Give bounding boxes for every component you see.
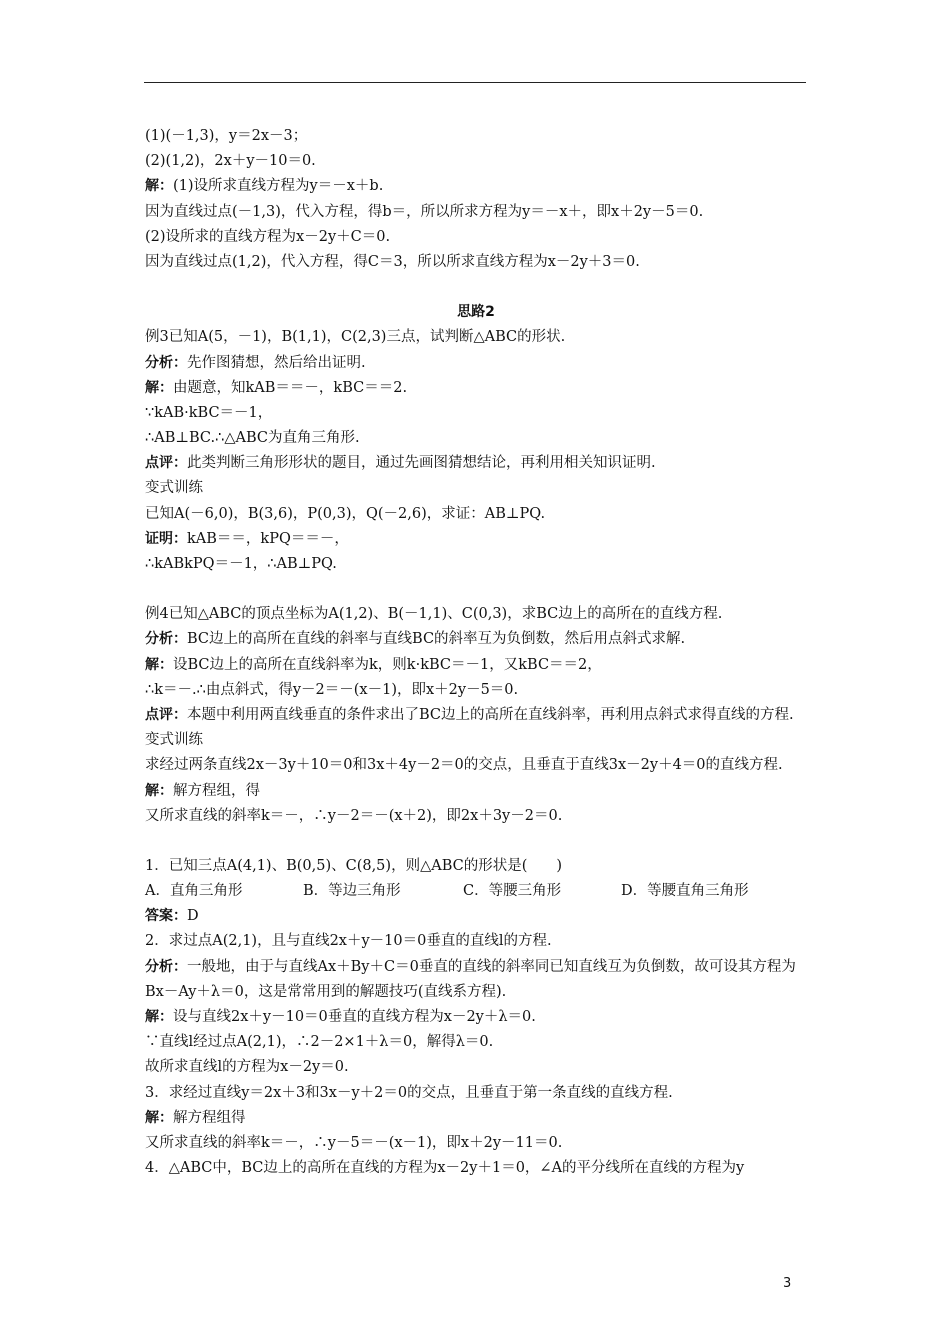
solution-line bbox=[145, 653, 807, 678]
solution-text: 由题意，知kAB＝＝－，kBC＝＝2. bbox=[173, 379, 408, 396]
comment-label: 点评： bbox=[145, 706, 187, 723]
text-line: ∴k＝－.∴由点斜式，得y－2＝－(x－1)，即x＋2y－5＝0. bbox=[145, 681, 519, 698]
solution-text: (1)设所求直线方程为y＝－x＋b. bbox=[173, 178, 384, 195]
solution-text: 解方程组得 bbox=[173, 1109, 246, 1126]
header-rule bbox=[144, 82, 806, 83]
text-line: ∴AB⊥BC.∴△ABC为直角三角形. bbox=[145, 430, 360, 447]
answer-text: D bbox=[187, 908, 199, 925]
text-line: (2)(1,2)，2x＋y－10＝0. bbox=[145, 153, 316, 170]
text-line: 故所求直线l的方程为x－2y＝0. bbox=[145, 1059, 349, 1076]
comment-line bbox=[145, 703, 807, 728]
example-3-question: 例3已知A(5，－1)，B(1,1)，C(2,3)三点，试判断△ABC的形状. bbox=[145, 329, 566, 346]
comment-line bbox=[145, 451, 807, 476]
exercise-2-question: 2．求过点A(2,1)，且与直线2x＋y－10＝0垂直的直线l的方程. bbox=[145, 933, 552, 950]
solution-label: 解： bbox=[145, 1109, 173, 1126]
solution-line bbox=[145, 779, 807, 804]
answer-line bbox=[145, 904, 807, 929]
variant-title: 变式训练 bbox=[145, 480, 203, 497]
text-line: 又所求直线的斜率k＝－，∴y－2＝－(x＋2)，即2x＋3y－2＝0. bbox=[145, 807, 563, 824]
exercise-1-question: 1．已知三点A(4,1)、B(0,5)、C(8,5)，则△ABC的形状是( ) bbox=[145, 857, 563, 874]
analysis-line bbox=[145, 627, 807, 652]
comment-label: 点评： bbox=[145, 455, 187, 472]
text-line: 因为直线过点(1,2)，代入方程，得C＝3，所以所求直线方程为x－2y＋3＝0. bbox=[145, 253, 640, 270]
exercise-3-question: 3．求经过直线y＝2x＋3和3x－y＋2＝0的交点，且垂直于第一条直线的直线方程. bbox=[145, 1084, 673, 1101]
analysis-text: BC边上的高所在直线的斜率与直线BC的斜率互为负倒数，然后用点斜式求解. bbox=[187, 631, 686, 648]
solution-line bbox=[145, 1106, 807, 1131]
option-a: A．直角三角形 bbox=[145, 883, 243, 900]
solution-label: 解： bbox=[145, 178, 173, 195]
solution-label: 解： bbox=[145, 1009, 173, 1026]
solution-line bbox=[145, 376, 807, 401]
analysis-label: 分析： bbox=[145, 958, 187, 975]
answer-label: 答案： bbox=[145, 908, 187, 925]
analysis-label: 分析： bbox=[145, 354, 187, 371]
solution-line bbox=[145, 174, 807, 199]
text-line: 又所求直线的斜率k＝－，∴y－5＝－(x－1)，即x＋2y－11＝0. bbox=[145, 1135, 563, 1151]
solution-label: 解： bbox=[145, 782, 173, 799]
variant-title: 变式训练 bbox=[145, 732, 203, 749]
analysis-line bbox=[145, 955, 807, 1005]
proof-label: 证明： bbox=[145, 530, 187, 547]
exercise-4-question: 4．△ABC中，BC边上的高所在直线的方程为x－2y＋1＝0，∠A的平分线所在直线的方程为y bbox=[145, 1160, 745, 1177]
variant-question: 求经过两条直线2x－3y＋10＝0和3x＋4y－2＝0的交点，且垂直于直线3x－2y＋4＝0的直线方程. bbox=[145, 757, 783, 774]
solution-line bbox=[145, 1005, 807, 1030]
option-d: D．等腰直角三角形 bbox=[621, 883, 749, 900]
proof-text: kAB＝＝，kPQ＝＝－， bbox=[187, 530, 349, 547]
analysis-text: 先作图猜想，然后给出证明. bbox=[187, 354, 366, 371]
solution-text: 解方程组，得 bbox=[173, 782, 260, 799]
solution-label: 解： bbox=[145, 379, 173, 396]
text-line: 因为直线过点(－1,3)，代入方程，得b＝，所以所求方程为y＝－x＋，即x＋2y－5＝0. bbox=[145, 203, 704, 220]
text-line: ∵直线l经过点A(2,1)，∴2－2×1＋λ＝0，解得λ＝0. bbox=[145, 1034, 494, 1051]
analysis-line bbox=[145, 351, 807, 376]
text-line: ∴kABkPQ＝－1，∴AB⊥PQ. bbox=[145, 556, 337, 572]
analysis-text: 一般地，由于与直线Ax＋By＋C＝0垂直的直线的斜率同已知直线互为负倒数，故可设其方程为Bx－Ay＋λ＝0，这是常常用到的解题技巧(直线系方程). bbox=[145, 958, 796, 1000]
option-b: B．等边三角形 bbox=[303, 883, 401, 900]
document-body bbox=[145, 124, 807, 1181]
proof-line bbox=[145, 527, 807, 552]
example-4-question: 例4已知△ABC的顶点坐标为A(1,2)、B(－1,1)、C(0,3)，求BC边上的高所在的直线方程. bbox=[145, 606, 723, 623]
solution-text: 设与直线2x＋y－10＝0垂直的直线方程为x－2y＋λ＝0. bbox=[173, 1009, 536, 1026]
exercise-1-options bbox=[145, 879, 807, 904]
comment-text: 此类判断三角形形状的题目，通过先画图猜想结论，再利用相关知识证明. bbox=[187, 455, 656, 472]
section-heading: 思路2 bbox=[457, 304, 495, 321]
text-line: (1)(－1,3)，y＝2x－3； bbox=[145, 128, 308, 144]
option-c: C．等腰三角形 bbox=[463, 883, 562, 900]
page-number: 3 bbox=[783, 1276, 792, 1291]
variant-question: 已知A(－6,0)，B(3,6)，P(0,3)，Q(－2,6)，求证：AB⊥PQ. bbox=[145, 505, 546, 522]
solution-label: 解： bbox=[145, 656, 173, 673]
text-line: ∵kAB·kBC＝－1， bbox=[145, 404, 273, 421]
text-line: (2)设所求的直线方程为x－2y＋C＝0. bbox=[145, 228, 391, 245]
solution-text: 设BC边上的高所在直线斜率为k，则k·kBC＝－1，又kBC＝＝2， bbox=[173, 656, 602, 673]
analysis-label: 分析： bbox=[145, 631, 187, 648]
comment-text: 本题中利用两直线垂直的条件求出了BC边上的高所在直线斜率，再利用点斜式求得直线的方程. bbox=[187, 706, 794, 723]
